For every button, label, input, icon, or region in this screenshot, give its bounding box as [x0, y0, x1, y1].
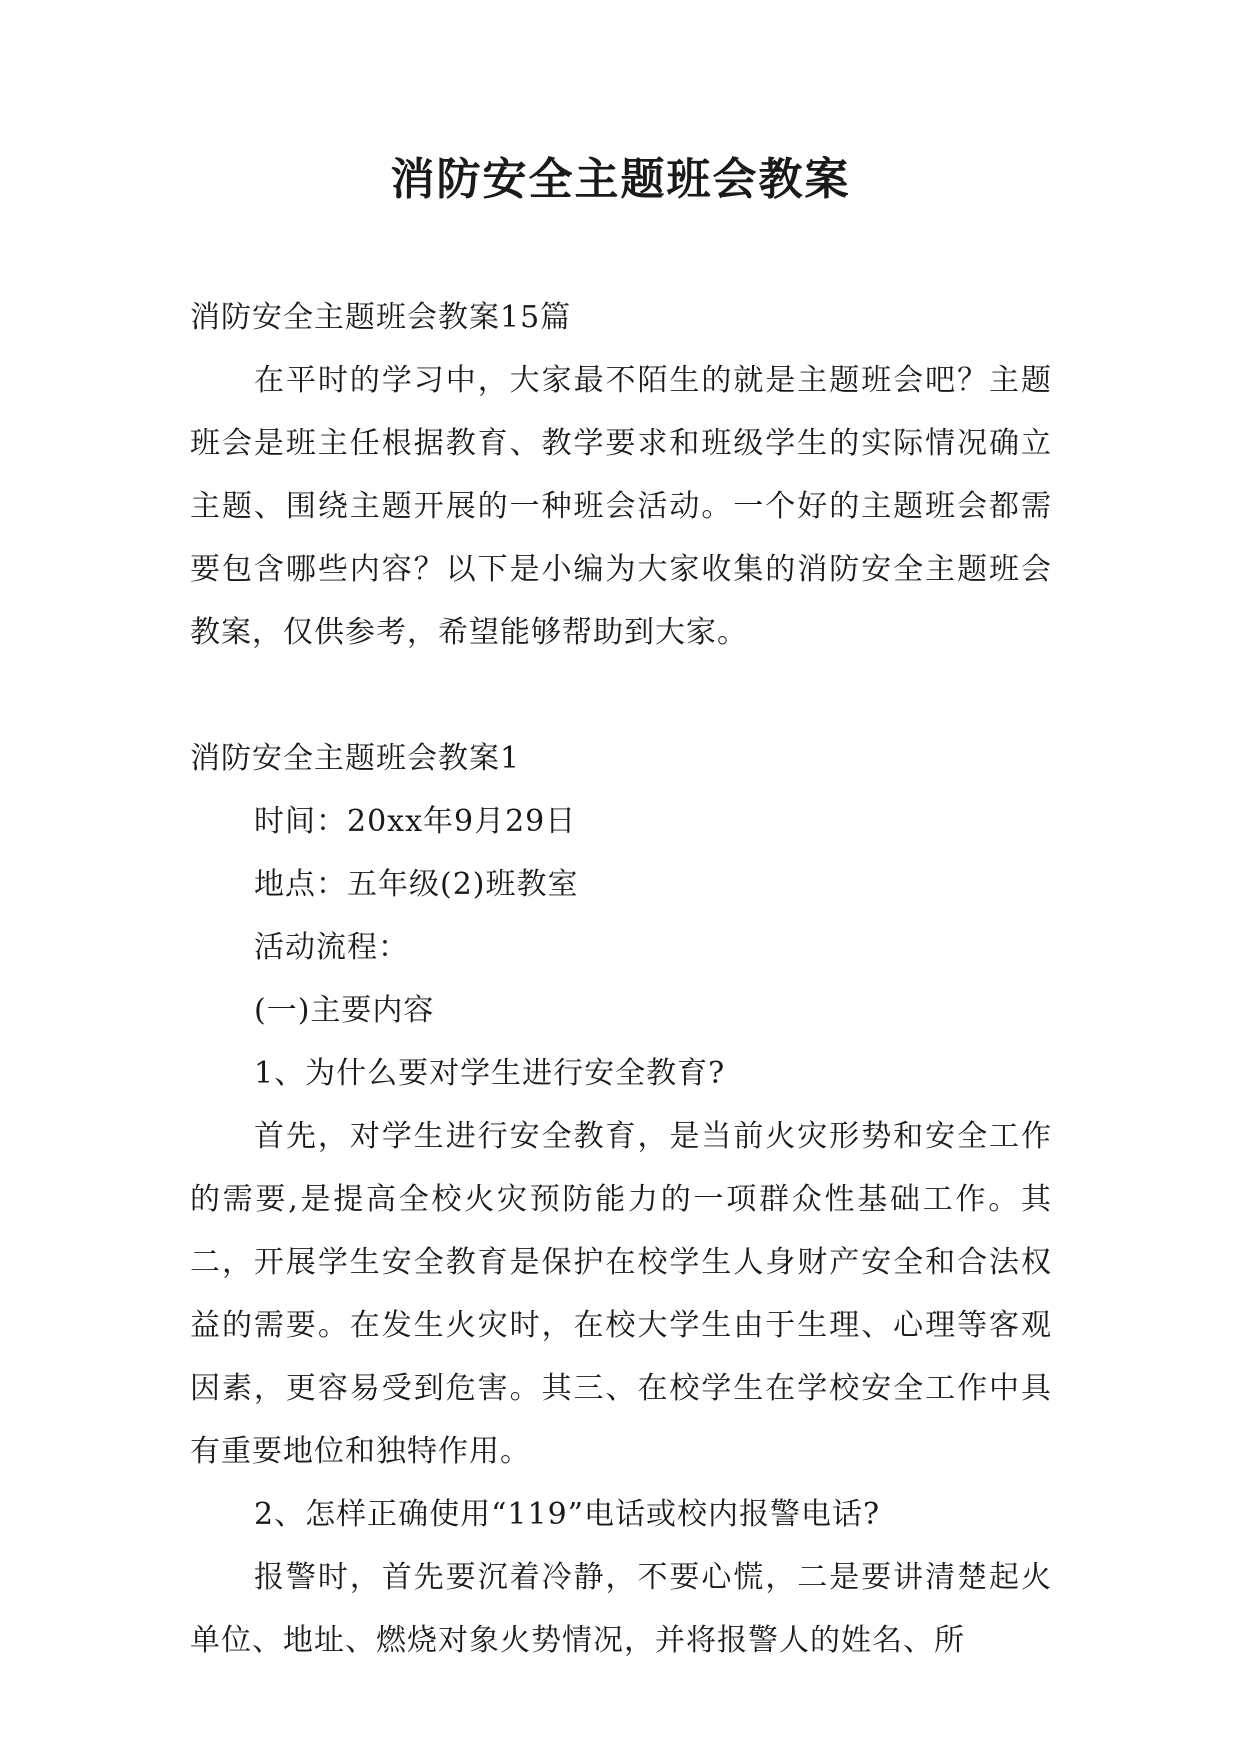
answer-2: 报警时，首先要沉着冷静，不要心慌，二是要讲清楚起火单位、地址、燃烧对象火势情况，并将报警人的姓名、所 — [190, 1560, 1052, 1658]
question-2: 2、怎样正确使用“119”电话或校内报警电话? — [254, 1497, 881, 1532]
document-title: 消防安全主题班会教案 — [390, 154, 851, 205]
answer-1: 首先，对学生进行安全教育，是当前火灾形势和安全工作的需要,是提高全校火灾预防能力的一项群众性基础工作。其二，开展学生安全教育是保护在校学生人身财产安全和合法权益的需要。在发生火灾时，在校大学生由于生理、心理等客观因素，更容易受到危害。其三、在校学生在学校安全工作中具有重要地位和独特作用。 — [190, 1119, 1052, 1469]
part-heading: (一)主要内容 — [254, 993, 435, 1028]
time-line: 时间：20xx年9月29日 — [254, 804, 577, 839]
section-heading: 消防安全主题班会教案1 — [190, 741, 521, 776]
document-subtitle: 消防安全主题班会教案15篇 — [190, 300, 572, 335]
intro-paragraph: 在平时的学习中，大家最不陌生的就是主题班会吧？主题班会是班主任根据教育、教学要求和班级学生的实际情况确立主题、围绕主题开展的一种班会活动。一个好的主题班会都需要包含哪些内容？以下是小编为大家收集的消防安全主题班会教案，仅供参考，希望能够帮助到大家。 — [190, 363, 1052, 650]
question-1: 1、为什么要对学生进行安全教育? — [254, 1056, 726, 1091]
document-body — [190, 286, 1052, 1672]
place-line: 地点：五年级(2)班教室 — [254, 867, 579, 902]
flow-label: 活动流程： — [254, 930, 409, 965]
